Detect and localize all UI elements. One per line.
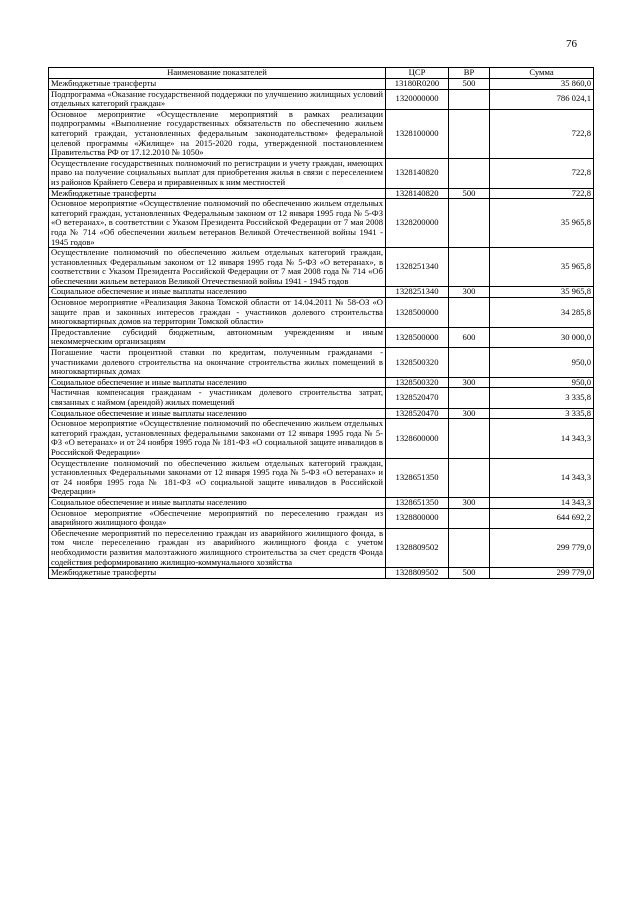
row-csr: 1328500320 (386, 377, 449, 388)
budget-table (48, 67, 594, 579)
table-row (49, 248, 594, 287)
row-sum: 786 024,1 (490, 89, 594, 109)
row-name: Основное мероприятие «Осуществление полномочий по обеспечению жильем отдельных категорий граждан, установленных Федеральным законом от 12 января 1995 года № 5-ФЗ «О ветеранах», в соответствии с Указом Президента Российской Федерации от 7 мая 2008 года № 714 «Об обеспечении жильем ветеранов Великой Отечественной войны 1941 - 1945 годов» (49, 199, 386, 248)
row-name: Социальное обеспечение и иные выплаты населению (49, 287, 386, 298)
row-name: Основное мероприятие «Реализация Закона Томской области от 14.04.2011 № 58-ОЗ «О защите прав и законных интересов граждан - участников долевого строительства многоквартирных домов на территории Томской области» (49, 298, 386, 328)
row-csr: 1328200000 (386, 199, 449, 248)
row-sum: 299 779,0 (490, 528, 594, 567)
table-row (49, 158, 594, 188)
row-vr (449, 89, 490, 109)
row-name: Частичная компенсация гражданам - участникам долевого строительства затрат, связанных с наймом (арендой) жилых помещений (49, 388, 386, 408)
row-name: Обеспечение мероприятий по переселению граждан из аварийного жилищного фонда, в том числе переселению граждан из аварийного жилищного фонда с учетом необходимости развития малоэтажного жилищного строительства за счет средств Фонда содействия реформированию жилищно-коммунального хозяйства (49, 528, 386, 567)
table-row (49, 188, 594, 199)
table-row (49, 408, 594, 419)
row-name: Социальное обеспечение и иные выплаты населению (49, 408, 386, 419)
row-vr: 500 (449, 568, 490, 579)
row-name: Предоставление субсидий бюджетным, автономным учреждениям и иным некоммерческим организациям (49, 327, 386, 347)
row-name: Погашение части процентной ставки по кредитам, полученным гражданами - участниками долевого строительства на окончание строительства жилых помещений в многоквартирных домах (49, 348, 386, 378)
table-row (49, 508, 594, 528)
row-vr (449, 458, 490, 497)
row-vr (449, 419, 490, 458)
row-sum: 950,0 (490, 348, 594, 378)
header-vr: ВР (449, 68, 490, 79)
row-name: Основное мероприятие «Обеспечение мероприятий по переселению граждан из аварийного жилищного фонда» (49, 508, 386, 528)
row-vr (449, 388, 490, 408)
row-vr: 300 (449, 408, 490, 419)
row-name: Межбюджетные трансферты (49, 79, 386, 90)
row-csr: 1328500000 (386, 327, 449, 347)
row-csr: 1328500000 (386, 298, 449, 328)
row-csr: 13180R0200 (386, 79, 449, 90)
row-name: Межбюджетные трансферты (49, 568, 386, 579)
row-vr: 500 (449, 79, 490, 90)
row-sum: 14 343,3 (490, 458, 594, 497)
row-sum: 35 965,8 (490, 287, 594, 298)
table-row (49, 199, 594, 248)
row-vr (449, 348, 490, 378)
row-csr: 1328800000 (386, 508, 449, 528)
row-csr: 1328140820 (386, 158, 449, 188)
row-name: Межбюджетные трансферты (49, 188, 386, 199)
table-row (49, 458, 594, 497)
row-vr: 600 (449, 327, 490, 347)
row-vr (449, 109, 490, 158)
header-csr: ЦСР (386, 68, 449, 79)
row-vr (449, 158, 490, 188)
row-csr: 1320000000 (386, 89, 449, 109)
row-name: Основное мероприятие «Осуществление полномочий по обеспечению жильем отдельных категорий граждан, установленных федеральными законами от 12 января 1995 года № 5-ФЗ «О ветеранах» и от 24 ноября 1995 года № 181-ФЗ «О социальной защите инвалидов в Российской Федерации» (49, 419, 386, 458)
row-csr: 1328600000 (386, 419, 449, 458)
row-sum: 722,8 (490, 188, 594, 199)
table-row (49, 528, 594, 567)
row-vr (449, 298, 490, 328)
row-sum: 35 965,8 (490, 248, 594, 287)
row-csr: 1328809502 (386, 528, 449, 567)
table-row (49, 419, 594, 458)
table-row (49, 568, 594, 579)
row-sum: 299 779,0 (490, 568, 594, 579)
header-indicator-name: Наименование показателей (49, 68, 386, 79)
table-row (49, 89, 594, 109)
row-csr: 1328520470 (386, 408, 449, 419)
row-vr (449, 199, 490, 248)
table-row (49, 377, 594, 388)
row-name: Социальное обеспечение и иные выплаты населению (49, 497, 386, 508)
row-csr: 1328809502 (386, 568, 449, 579)
row-vr: 300 (449, 377, 490, 388)
row-vr (449, 508, 490, 528)
row-sum: 14 343,3 (490, 497, 594, 508)
row-sum: 722,8 (490, 158, 594, 188)
row-vr: 500 (449, 188, 490, 199)
row-sum: 30 000,0 (490, 327, 594, 347)
table-row (49, 327, 594, 347)
table-row (49, 298, 594, 328)
row-vr (449, 248, 490, 287)
table-header-row (49, 68, 594, 79)
row-sum: 14 343,3 (490, 419, 594, 458)
row-sum: 35 965,8 (490, 199, 594, 248)
row-csr: 1328100000 (386, 109, 449, 158)
row-name: Основное мероприятие «Осуществление мероприятий в рамках реализации подпрограммы «Выполнение государственных обязательств по обеспечению жильем категорий граждан, установленных федеральным законодательством» федеральной целевой программы «Жилище» на 2015-2020 годы, утвержденной постановлением Правительства РФ от 17.12.2010 № 1050» (49, 109, 386, 158)
row-name: Осуществление полномочий по обеспечению жильем отдельных категорий граждан, установленных Федеральными законами от 12 января 1995 года № 5-ФЗ «О ветеранах» и от 24 ноября 1995 года № 181-ФЗ «О социальной защите инвалидов в Российской Федерации» (49, 458, 386, 497)
row-sum: 35 860,0 (490, 79, 594, 90)
table-row (49, 79, 594, 90)
table-row (49, 109, 594, 158)
table-row (49, 497, 594, 508)
row-csr: 1328500320 (386, 348, 449, 378)
table-row (49, 388, 594, 408)
table-row (49, 287, 594, 298)
row-sum: 3 335,8 (490, 388, 594, 408)
row-sum: 644 692,2 (490, 508, 594, 528)
row-csr: 1328651350 (386, 497, 449, 508)
page-number: 76 (566, 38, 577, 50)
row-csr: 1328140820 (386, 188, 449, 199)
row-csr: 1328520470 (386, 388, 449, 408)
row-name: Подпрограмма «Оказание государственной поддержки по улучшению жилищных условий отдельных категорий граждан» (49, 89, 386, 109)
row-name: Осуществление государственных полномочий по регистрации и учету граждан, имеющих право на получение социальных выплат для приобретения жилья в связи с переселением из районов Крайнего Севера и приравненных к ним местностей (49, 158, 386, 188)
row-name: Социальное обеспечение и иные выплаты населению (49, 377, 386, 388)
row-sum: 722,8 (490, 109, 594, 158)
row-sum: 3 335,8 (490, 408, 594, 419)
row-name: Осуществление полномочий по обеспечению жильем отдельных категорий граждан, установленных Федеральным законом от 12 января 1995 года № 5-ФЗ «О ветеранах», в соответствии с Указом Президента Российской Федерации от 7 мая 2008 года № 714 «Об обеспечении жильем ветеранов Великой Отечественной войны 1941 - 1945 годов (49, 248, 386, 287)
row-csr: 1328651350 (386, 458, 449, 497)
row-vr: 300 (449, 497, 490, 508)
header-sum: Сумма (490, 68, 594, 79)
row-vr (449, 528, 490, 567)
row-csr: 1328251340 (386, 287, 449, 298)
row-sum: 950,0 (490, 377, 594, 388)
row-csr: 1328251340 (386, 248, 449, 287)
row-sum: 34 285,8 (490, 298, 594, 328)
row-vr: 300 (449, 287, 490, 298)
table-row (49, 348, 594, 378)
